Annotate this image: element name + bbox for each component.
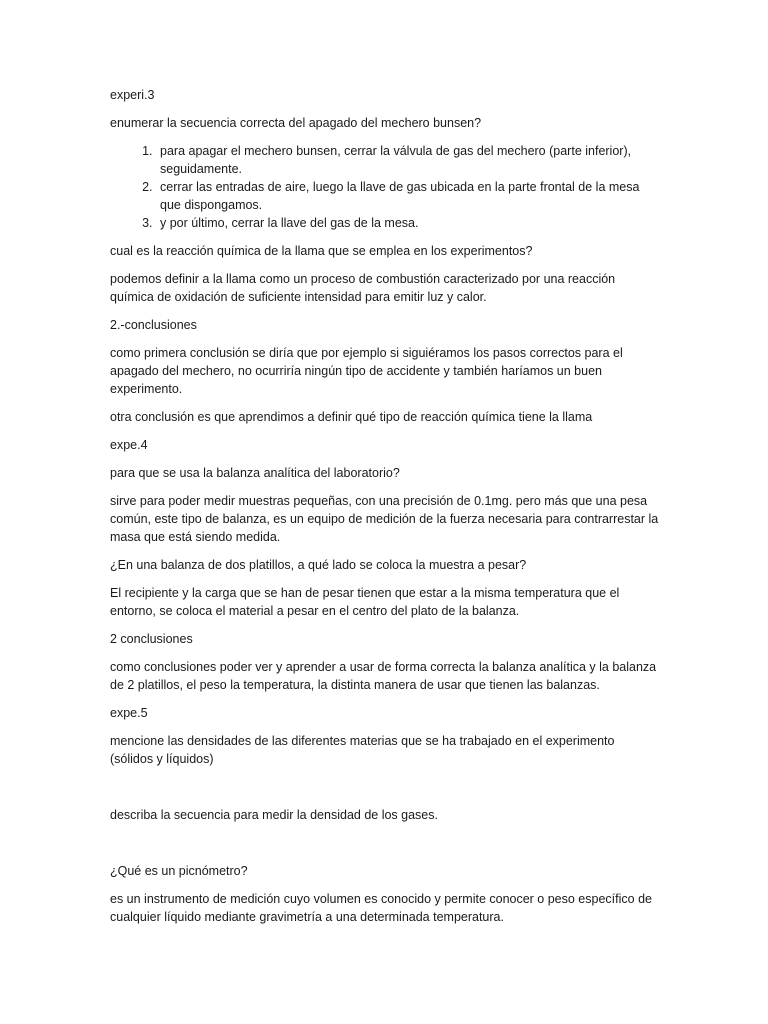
experiment-3-heading: experi.3 [110,88,155,102]
answer-two-pan-balance: El recipiente y la carga que se han de pesar tienen que estar a la misma temperatura que el entorno, se coloca el material a pesar en el centro del plato de la balanza. [110,586,620,618]
list-item: 2. cerrar las entradas de aire, luego la llave de gas ubicada en la parte frontal de la mesa que dispongamos. [156,178,660,214]
answer-flame-reaction: podemos definir a la llama como un proceso de combustión caracterizado por una reacción química de oxidación de suficiente intensidad para emitir luz y calor. [110,272,616,304]
conclusions-heading-1: 2.-conclusiones [110,318,197,332]
question-pycnometer: ¿Qué es un picnómetro? [110,864,248,878]
question-analytical-balance: para que se usa la balanza analítica del laboratorio? [110,466,400,480]
conclusion-3: como conclusiones poder ver y aprender a usar de forma correcta la balanza analítica y la balanza de 2 platillos, el peso la temperatura, la distinta manera de usar que tienen las balanzas. [110,660,657,692]
shutdown-steps-list [110,142,660,232]
conclusions-heading-2: 2 conclusiones [110,632,193,646]
list-item: 3. y por último, cerrar la llave del gas de la mesa. [156,214,660,232]
question-densities: mencione las densidades de las diferentes materias que se ha trabajado en el experimento (sólidos y líquidos) [110,734,615,766]
question-bunsen-shutdown: enumerar la secuencia correcta del apagado del mechero bunsen? [110,116,482,130]
experiment-5-heading: expe.5 [110,706,148,720]
question-gas-density: describa la secuencia para medir la densidad de los gases. [110,808,438,822]
conclusion-1: como primera conclusión se diría que por ejemplo si siguiéramos los pasos correctos para el apagado del mechero, no ocurriría ningún tipo de accidente y también haríamos un buen experimento. [110,346,623,396]
document-body [110,86,660,926]
answer-pycnometer: es un instrumento de medición cuyo volumen es conocido y permite conocer o peso específico de cualquier líquido mediante gravimetría a una determinada temperatura. [110,892,652,924]
question-two-pan-balance: ¿En una balanza de dos platillos, a qué lado se coloca la muestra a pesar? [110,558,527,572]
conclusion-2: otra conclusión es que aprendimos a definir qué tipo de reacción química tiene la llama [110,410,593,424]
answer-analytical-balance: sirve para poder medir muestras pequeñas, con una precisión de 0.1mg. pero más que una pesa común, este tipo de balanza, es un equipo de medición de la fuerza necesaria para contrarrestar la masa que está siendo medida. [110,494,659,544]
experiment-4-heading: expe.4 [110,438,148,452]
list-item: 1. para apagar el mechero bunsen, cerrar la válvula de gas del mechero (parte inferior), seguidamente. [156,142,660,178]
question-flame-reaction: cual es la reacción química de la llama que se emplea en los experimentos? [110,244,533,258]
